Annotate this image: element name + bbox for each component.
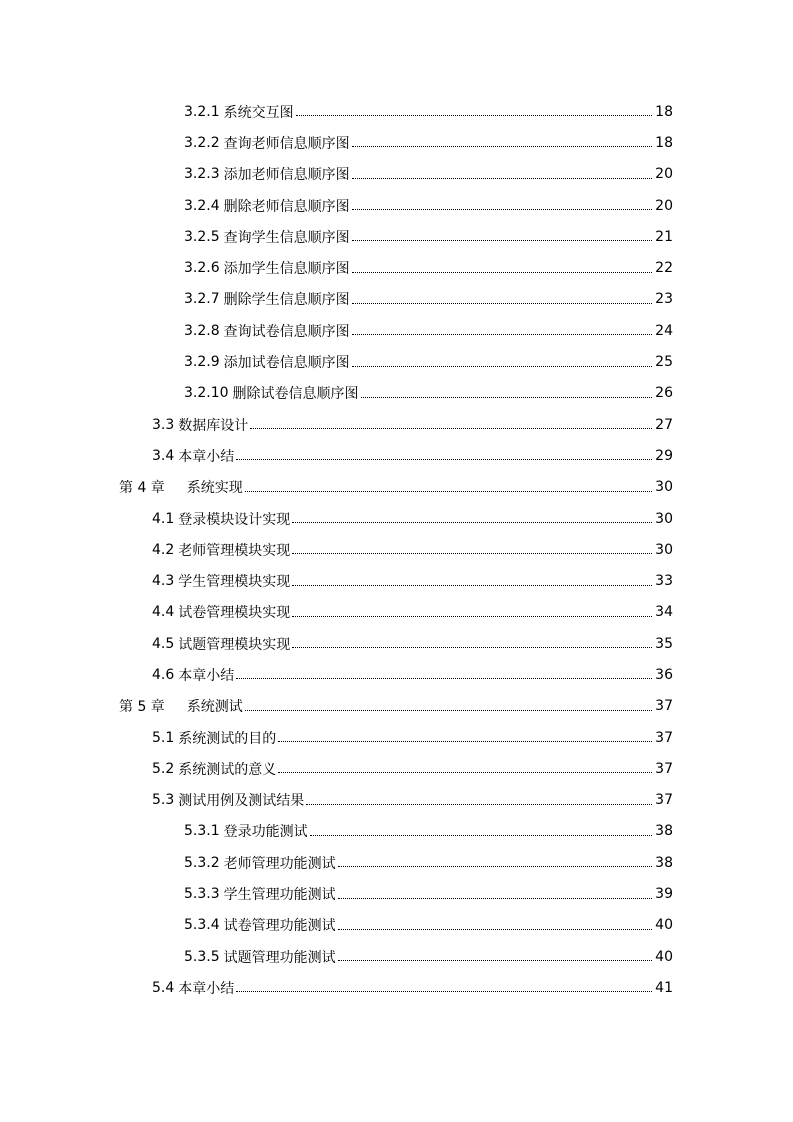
toc-entry-number: 3.2.1 [184, 103, 220, 120]
toc-entry-title: 删除老师信息顺序图 [223, 198, 350, 215]
toc-entry-line [184, 383, 673, 403]
toc-entry-number: 第 4 章 [119, 480, 165, 497]
toc-entry[interactable] [0, 785, 793, 816]
toc-entry-title: 系统测试的意义 [178, 761, 277, 778]
toc-entry-line [152, 759, 673, 779]
toc-entry-line [152, 634, 673, 654]
toc-entry-number: 5.3.4 [184, 917, 220, 934]
toc-entry-title: 查询老师信息顺序图 [223, 135, 350, 152]
toc-entry-line [184, 164, 673, 184]
toc-entry-page-number: 40 [655, 917, 673, 934]
toc-dot-leader [250, 428, 652, 429]
toc-entry-page-number: 23 [655, 291, 673, 308]
toc-entry-page-number: 38 [655, 854, 673, 871]
toc-entry-page-number: 33 [655, 573, 673, 590]
toc-entry-title: 本章小结 [178, 448, 235, 465]
toc-entry[interactable] [0, 534, 793, 565]
toc-entry-page-number: 38 [655, 823, 673, 840]
toc-entry-line [184, 915, 673, 935]
toc-entry[interactable] [0, 628, 793, 659]
toc-entry-title: 测试用例及测试结果 [178, 793, 305, 810]
toc-entry-number: 4.3 [152, 573, 175, 590]
toc-entry-page-number: 37 [655, 729, 673, 746]
toc-entry-line [152, 571, 673, 591]
toc-entry-number: 3.2.6 [184, 260, 220, 277]
toc-entry[interactable] [0, 284, 793, 315]
toc-entry[interactable] [0, 127, 793, 158]
toc-entry-line [152, 978, 673, 998]
toc-dot-leader [245, 710, 652, 711]
toc-entry-page-number: 39 [655, 886, 673, 903]
toc-entry-line [184, 102, 673, 122]
toc-dot-leader [236, 991, 652, 992]
toc-entry[interactable] [0, 847, 793, 878]
toc-dot-leader [352, 146, 653, 147]
toc-dot-leader [338, 960, 653, 961]
toc-entry-number: 4.4 [152, 604, 175, 621]
toc-entry-number: 4.1 [152, 510, 175, 527]
toc-entry-title: 本章小结 [178, 980, 235, 997]
toc-entry-title: 老师管理功能测试 [223, 855, 336, 872]
toc-entry-page-number: 30 [655, 541, 673, 558]
toc-entry-number: 3.2.10 [184, 385, 229, 402]
toc-entry-title: 查询试卷信息顺序图 [223, 323, 350, 340]
toc-entry-line [184, 884, 673, 904]
toc-entry-number: 5.3.3 [184, 886, 220, 903]
toc-entry-title: 系统测试的目的 [178, 730, 277, 747]
toc-entry-line [184, 289, 673, 309]
toc-entry[interactable] [0, 565, 793, 596]
toc-entry[interactable] [0, 910, 793, 941]
toc-dot-leader [245, 491, 652, 492]
table-of-contents [0, 96, 793, 1004]
toc-entry-title: 试题管理功能测试 [223, 949, 336, 966]
toc-dot-leader [352, 366, 653, 367]
toc-dot-leader [278, 772, 652, 773]
toc-dot-leader [236, 459, 652, 460]
toc-entry-title: 登录功能测试 [223, 824, 308, 841]
toc-entry-line [152, 665, 673, 685]
toc-entry-page-number: 34 [655, 604, 673, 621]
toc-entry-page-number: 36 [655, 666, 673, 683]
toc-entry-number: 5.3.5 [184, 948, 220, 965]
toc-entry[interactable] [0, 440, 793, 471]
toc-dot-leader [338, 866, 653, 867]
toc-entry-page-number: 27 [655, 416, 673, 433]
toc-entry[interactable] [0, 503, 793, 534]
toc-entry-title: 学生管理模块实现 [178, 574, 291, 591]
toc-entry-title: 试卷管理功能测试 [223, 918, 336, 935]
toc-entry-title: 添加学生信息顺序图 [223, 261, 350, 278]
toc-dot-leader [338, 929, 653, 930]
toc-entry-number: 3.2.7 [184, 291, 220, 308]
toc-entry-line [184, 258, 673, 278]
toc-entry-page-number: 24 [655, 322, 673, 339]
toc-dot-leader [278, 741, 652, 742]
toc-entry-title: 系统交互图 [223, 104, 294, 121]
toc-entry-number: 3.3 [152, 416, 175, 433]
toc-dot-leader [292, 522, 652, 523]
toc-entry-line [152, 446, 673, 466]
toc-entry-page-number: 29 [655, 447, 673, 464]
toc-entry-line [119, 477, 673, 497]
toc-entry[interactable] [0, 409, 793, 440]
toc-entry-title: 查询学生信息顺序图 [223, 229, 350, 246]
toc-dot-leader [352, 303, 653, 304]
toc-entry[interactable] [0, 252, 793, 283]
toc-dot-leader [338, 898, 653, 899]
toc-entry[interactable] [0, 346, 793, 377]
toc-entry-line [152, 509, 673, 529]
toc-dot-leader [310, 835, 653, 836]
toc-entry-number: 5.3.2 [184, 854, 220, 871]
toc-entry-line [184, 947, 673, 967]
toc-entry-title: 添加试卷信息顺序图 [223, 355, 350, 372]
toc-entry-title: 系统测试 [186, 699, 243, 716]
toc-entry-title: 删除试卷信息顺序图 [232, 386, 359, 403]
toc-entry-page-number: 30 [655, 510, 673, 527]
toc-dot-leader [352, 334, 653, 335]
toc-entry-page-number: 41 [655, 979, 673, 996]
toc-entry-title: 登录模块设计实现 [178, 511, 291, 528]
toc-entry-page-number: 35 [655, 635, 673, 652]
toc-entry-number: 5.4 [152, 979, 175, 996]
toc-entry-line [152, 790, 673, 810]
toc-dot-leader [352, 240, 653, 241]
toc-entry-number: 第 5 章 [119, 699, 165, 716]
toc-entry[interactable] [0, 722, 793, 753]
toc-entry-title: 老师管理模块实现 [178, 542, 291, 559]
toc-entry-line [184, 352, 673, 372]
toc-dot-leader [292, 616, 652, 617]
toc-dot-leader [306, 804, 652, 805]
toc-dot-leader [361, 397, 653, 398]
toc-entry-line [152, 602, 673, 622]
toc-dot-leader [352, 178, 653, 179]
toc-entry-title: 添加老师信息顺序图 [223, 167, 350, 184]
toc-entry-title: 试题管理模块实现 [178, 636, 291, 653]
toc-entry-page-number: 21 [655, 228, 673, 245]
toc-entry[interactable] [0, 96, 793, 127]
toc-entry-number: 3.2.4 [184, 197, 220, 214]
toc-dot-leader [292, 553, 652, 554]
toc-entry-title: 试卷管理模块实现 [178, 605, 291, 622]
toc-entry-title: 数据库设计 [178, 417, 249, 434]
toc-entry-number: 4.2 [152, 541, 175, 558]
toc-entry-number: 3.2.2 [184, 134, 220, 151]
toc-entry[interactable] [0, 878, 793, 909]
toc-entry[interactable] [0, 816, 793, 847]
toc-entry-number: 5.1 [152, 729, 175, 746]
toc-dot-leader [352, 209, 653, 210]
toc-entry-title: 本章小结 [178, 667, 235, 684]
toc-dot-leader [296, 115, 653, 116]
toc-dot-leader [236, 678, 652, 679]
toc-entry[interactable] [0, 472, 793, 503]
toc-entry-line [184, 821, 673, 841]
toc-entry-line [119, 696, 673, 716]
toc-entry-number: 3.2.8 [184, 322, 220, 339]
toc-entry-page-number: 37 [655, 792, 673, 809]
toc-entry-line [152, 728, 673, 748]
toc-entry-number: 3.4 [152, 447, 175, 464]
toc-entry-page-number: 30 [655, 479, 673, 496]
toc-entry-page-number: 37 [655, 698, 673, 715]
toc-entry-number: 3.2.5 [184, 228, 220, 245]
toc-entry[interactable] [0, 753, 793, 784]
toc-entry-line [184, 853, 673, 873]
toc-entry-title: 删除学生信息顺序图 [223, 292, 350, 309]
toc-entry-line [184, 196, 673, 216]
toc-entry-number: 4.6 [152, 666, 175, 683]
toc-dot-leader [292, 647, 652, 648]
toc-entry-line [152, 415, 673, 435]
toc-entry-page-number: 37 [655, 760, 673, 777]
toc-entry-page-number: 26 [655, 385, 673, 402]
toc-entry[interactable] [0, 972, 793, 1003]
toc-entry-number: 5.2 [152, 760, 175, 777]
toc-entry-line [152, 540, 673, 560]
toc-entry-page-number: 20 [655, 197, 673, 214]
toc-entry-number: 4.5 [152, 635, 175, 652]
toc-entry-page-number: 22 [655, 260, 673, 277]
toc-entry-title: 学生管理功能测试 [223, 887, 336, 904]
toc-entry-page-number: 18 [655, 134, 673, 151]
toc-entry-line [184, 227, 673, 247]
toc-entry[interactable] [0, 941, 793, 972]
toc-entry-number: 3.2.9 [184, 354, 220, 371]
toc-entry-line [184, 321, 673, 341]
toc-dot-leader [292, 585, 652, 586]
toc-entry-page-number: 18 [655, 103, 673, 120]
toc-entry[interactable] [0, 659, 793, 690]
toc-entry-number: 3.2.3 [184, 166, 220, 183]
toc-entry[interactable] [0, 190, 793, 221]
toc-entry[interactable] [0, 315, 793, 346]
toc-entry-line [184, 133, 673, 153]
toc-entry-page-number: 20 [655, 166, 673, 183]
toc-entry-page-number: 40 [655, 948, 673, 965]
toc-dot-leader [352, 272, 653, 273]
toc-entry-title: 系统实现 [186, 480, 243, 497]
toc-entry-number: 5.3 [152, 792, 175, 809]
toc-entry-page-number: 25 [655, 354, 673, 371]
toc-entry[interactable] [0, 691, 793, 722]
toc-entry[interactable] [0, 221, 793, 252]
toc-entry[interactable] [0, 378, 793, 409]
toc-entry-number: 5.3.1 [184, 823, 220, 840]
toc-entry[interactable] [0, 597, 793, 628]
toc-entry[interactable] [0, 159, 793, 190]
